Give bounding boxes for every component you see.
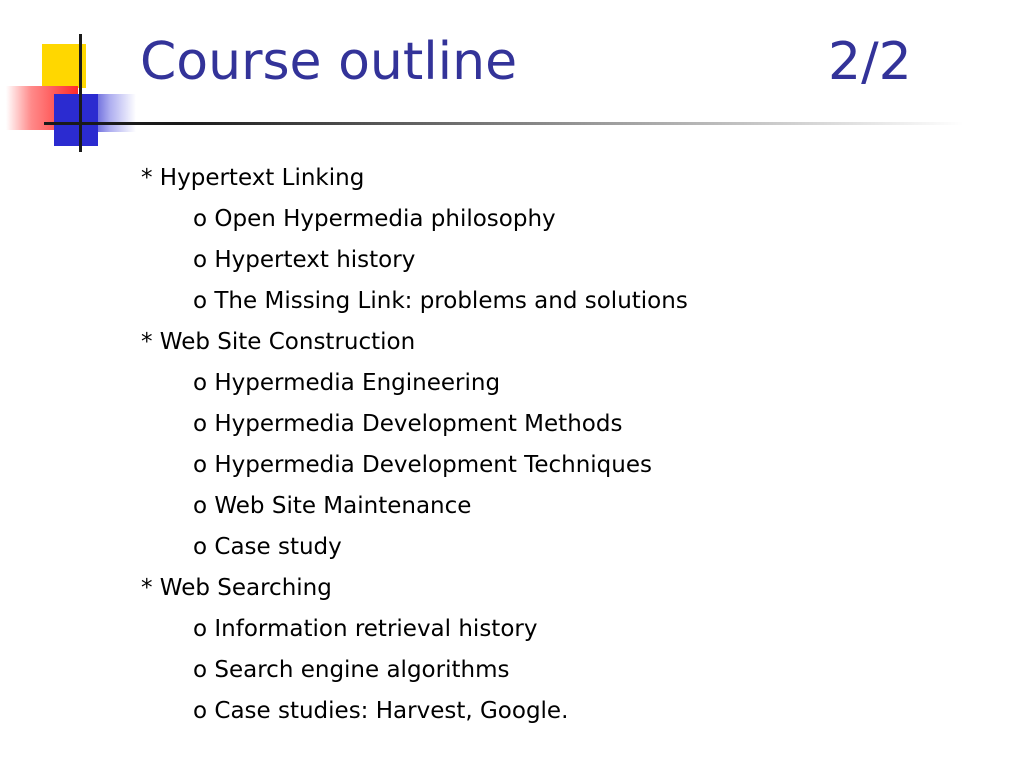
outline-subitem: o Hypermedia Development Techniques: [193, 452, 652, 478]
slide-title: Course outline: [140, 32, 518, 92]
slide-logo-decoration: [0, 0, 140, 160]
outline-subitem: o Hypertext history: [193, 247, 416, 273]
logo-vertical-line: [79, 34, 82, 152]
slide-page-number: 2/2: [828, 32, 912, 92]
outline-subitem: o Case study: [193, 534, 342, 560]
outline-subitem: o The Missing Link: problems and solutions: [193, 288, 688, 314]
outline-subitem: o Open Hypermedia philosophy: [193, 206, 556, 232]
outline-subitem: o Hypermedia Engineering: [193, 370, 501, 396]
outline-section: * Web Searching: [141, 575, 332, 601]
title-underline: [44, 122, 964, 125]
course-outline-list: [141, 160, 688, 734]
outline-subitem: o Case studies: Harvest, Google.: [193, 698, 569, 724]
logo-blue-square: [54, 94, 98, 146]
outline-section: * Hypertext Linking: [141, 165, 365, 191]
outline-section: * Web Site Construction: [141, 329, 416, 355]
outline-subitem: o Search engine algorithms: [193, 657, 510, 683]
outline-subitem: o Information retrieval history: [193, 616, 538, 642]
outline-subitem: o Web Site Maintenance: [193, 493, 472, 519]
outline-subitem: o Hypermedia Development Methods: [193, 411, 623, 437]
